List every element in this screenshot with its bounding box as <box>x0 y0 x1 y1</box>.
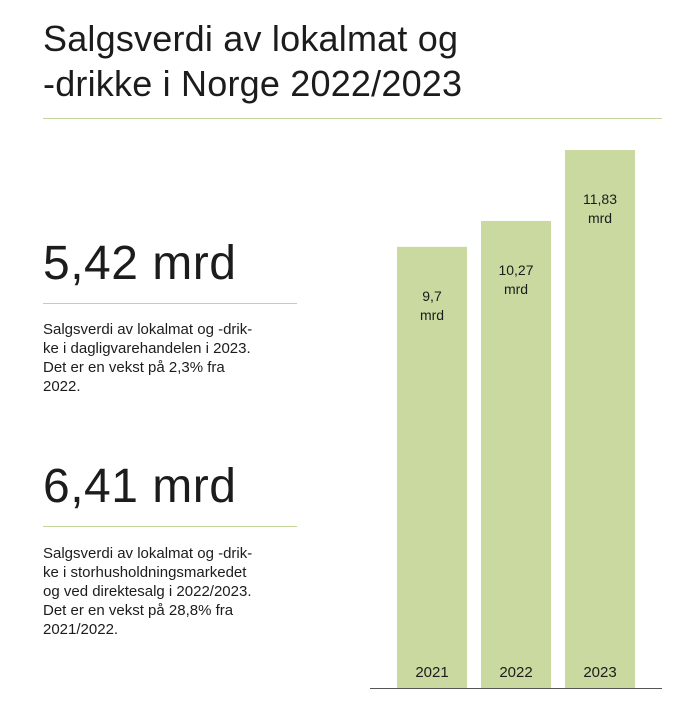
x-tick-label-2022: 2022 <box>499 664 533 681</box>
bar-unit-label-2023: mrd <box>587 210 613 226</box>
bar-unit-label-2021: mrd <box>419 306 445 323</box>
stat-description-2: Salgsverdi av lokalmat og -drik- ke i storhusholdningsmarkedet og ved direktesalg i 2022/2023. Det er en vekst på 28,8% fra 2021/2022. <box>43 545 253 638</box>
bar-value-label-2023: 11,83 <box>583 191 617 207</box>
x-tick-label-2023: 2023 <box>583 664 617 681</box>
bar-value-label-2022: 10,27 <box>498 261 534 278</box>
bar-value-label-2021: 9,7 <box>422 287 442 304</box>
bar-unit-label-2022: mrd <box>503 280 529 297</box>
stat-value-2: 6,41 mrd <box>43 460 237 513</box>
stat-divider-2 <box>43 526 297 527</box>
bar-chart <box>360 140 670 700</box>
bar-2023 <box>565 150 635 688</box>
stat-description-1: Salgsverdi av lokalmat og -drik- ke i dagligvarehandelen i 2023. Det er en vekst på 2,3% fra 2022. <box>43 321 253 395</box>
stat-value-1: 5,42 mrd <box>43 237 237 290</box>
title-line-2: -drikke i Norge 2022/2023 <box>43 63 463 104</box>
x-tick-label-2021: 2021 <box>415 664 449 681</box>
title-line-1: Salgsverdi av lokalmat og <box>43 18 459 59</box>
title-divider <box>43 118 662 119</box>
page-title <box>43 16 663 106</box>
stat-divider-1 <box>43 303 297 304</box>
